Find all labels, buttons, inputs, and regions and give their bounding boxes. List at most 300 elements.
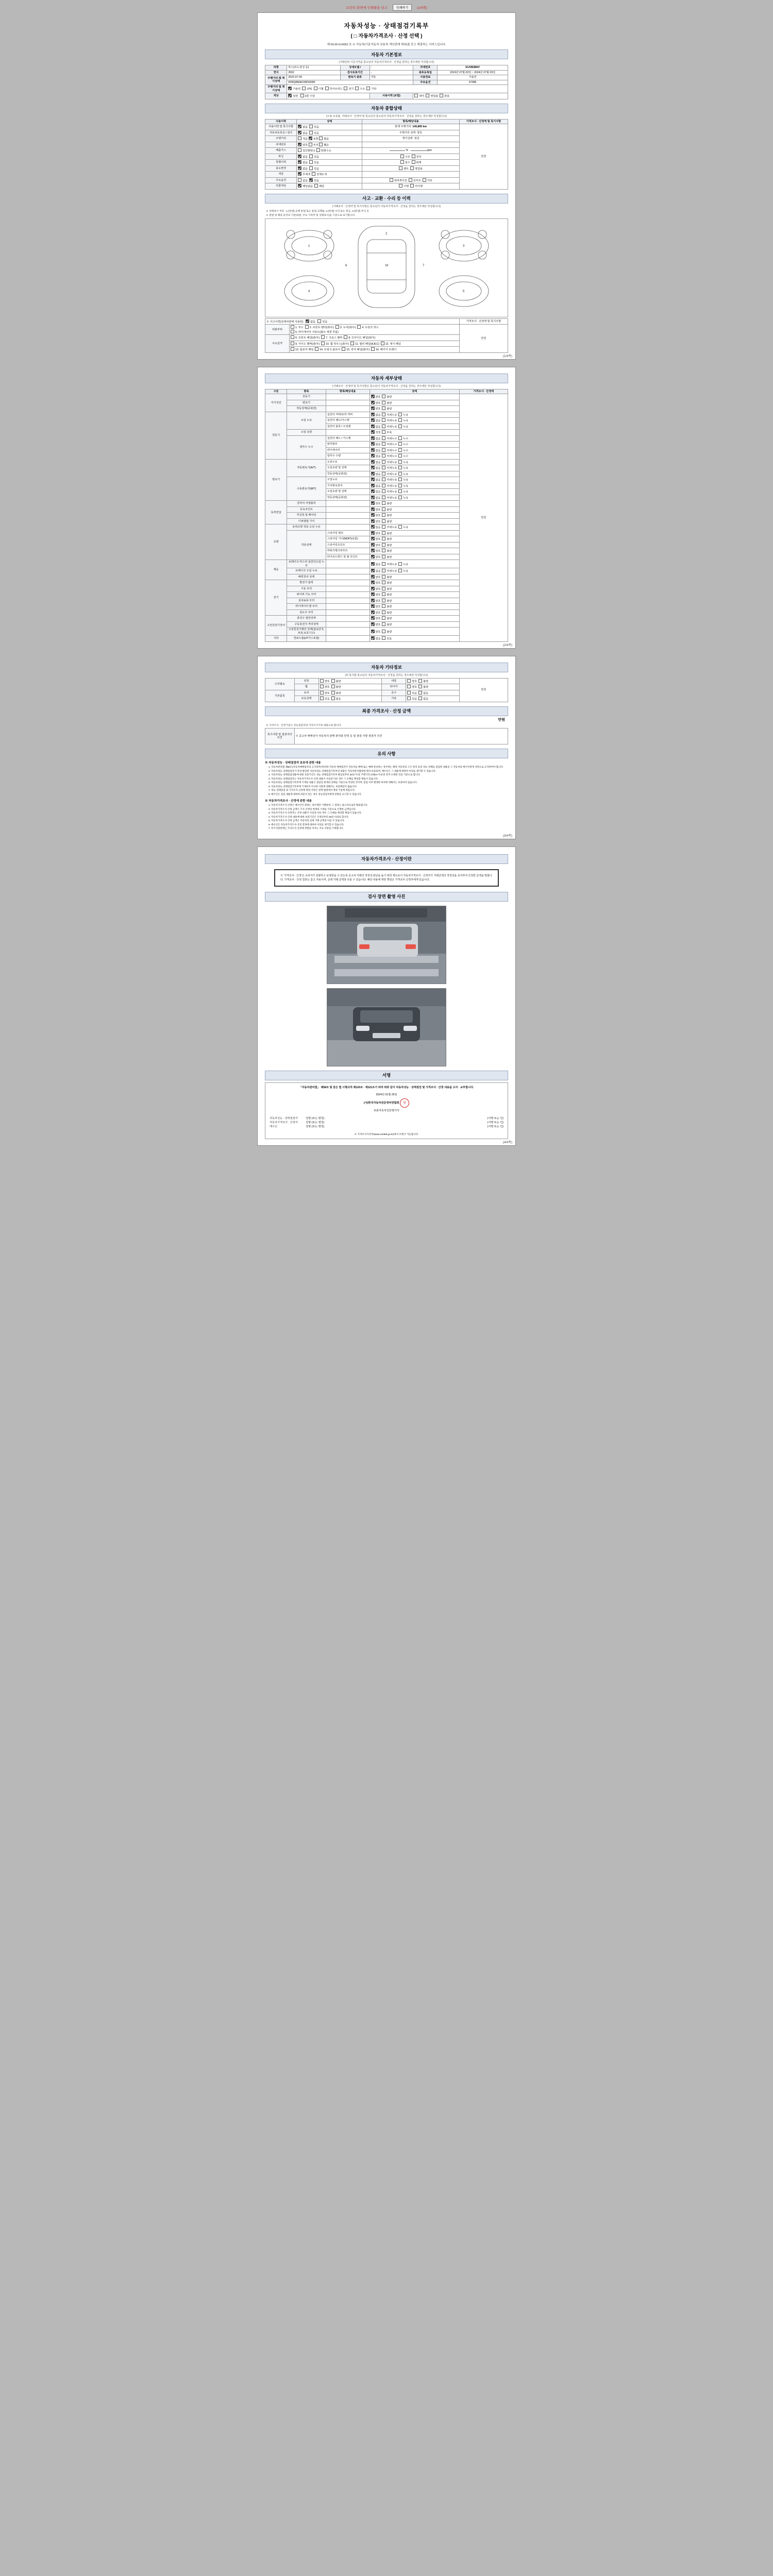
- detail-opt[interactable]: 없음: [371, 570, 381, 573]
- row-label: 기본품목: [265, 690, 295, 702]
- page-indicator: (1/4쪽): [417, 6, 427, 10]
- detail-item: 고전원전기배선 상태(접속단자,피복,보호기구): [287, 628, 326, 636]
- detail-opts[interactable]: [369, 400, 459, 406]
- detail-opts[interactable]: [369, 406, 459, 412]
- accident-legend-table: [265, 318, 508, 353]
- row-opts[interactable]: 없음 있음: [297, 165, 362, 172]
- row-opts[interactable]: 없음 있음: [297, 177, 362, 183]
- detail-opt[interactable]: 누유: [398, 467, 408, 470]
- detail-opts[interactable]: [369, 442, 459, 448]
- detail-opts[interactable]: [369, 592, 459, 598]
- item-opts[interactable]: 양호 불량: [406, 678, 460, 684]
- detail-opt[interactable]: 미세누유: [382, 467, 397, 470]
- detail-opts[interactable]: [369, 554, 459, 560]
- detail-group: 변속기: [265, 459, 287, 501]
- detail-sub: 실린더 커버/로커 커버: [326, 412, 369, 418]
- detail-opts[interactable]: [369, 447, 459, 453]
- detail-opt[interactable]: 없음: [371, 563, 381, 566]
- cell-label: 주요옵션: [413, 80, 438, 85]
- legend-price: 가격조사 · 산정액 및 특기사항: [459, 318, 508, 325]
- detail-item: 동력조향 작동 오일 누유: [287, 524, 326, 531]
- signature-rows: [270, 1116, 503, 1128]
- detail-sub: [326, 568, 369, 574]
- detail-opt[interactable]: 부족: [382, 431, 392, 434]
- detail-opt[interactable]: 없음: [371, 526, 381, 529]
- detail-opt[interactable]: 없음: [371, 497, 381, 500]
- item-opts[interactable]: 있음 없음: [318, 696, 381, 702]
- detail-sub: 워터펌프: [326, 442, 369, 448]
- detail-opt[interactable]: 불량: [382, 594, 392, 597]
- appraisal-explanation: ※ '가격조사 · 산정'은 소비자가 원할하고 보장받을 수 있도록 중고차 거래의 적정성 판단을 돕기 위한 제도로서 자동차가격조사 · 산정자가 거래금액의 적정성을 조사하여 산정한 금액을 말합니다. 가격조사 · 산정 결과는 참고 자료이며, 실제 거래 금액과 다를 수 있습니다. 해당 내용에 대한 책임은 가격조사·산정자에게 있습니다.: [274, 869, 499, 887]
- detail-item: 발전기 출력: [287, 580, 326, 586]
- detail-sub: [326, 501, 369, 507]
- row-detail: 현재 주행거리 145,895 km: [362, 124, 459, 130]
- row-detail: 내비게이션 선루프 기타: [362, 177, 459, 183]
- notice-item: 4. 자동차가격조사·산정 내용에 대한 보증기간은 산정일부터 30일 이내로 합니다.: [271, 816, 508, 819]
- detail-opts[interactable]: [369, 616, 459, 622]
- usage-opt[interactable]: 대여: [414, 95, 424, 98]
- row-opts[interactable]: 해당없음 해당: [297, 183, 362, 190]
- row-opts[interactable]: 적음 보통 많음: [297, 136, 362, 142]
- detail-item: 작동상태: [287, 530, 326, 560]
- cell-label: 차명: [265, 65, 287, 71]
- detail-opt[interactable]: 없음: [371, 490, 381, 494]
- detail-opt[interactable]: 양호: [371, 532, 381, 535]
- accident-note-1: ※ 상태표시 부호 : 1.(판넬) 교체 판넬 또는 용접 교체됨, 2.(판넬) 수리 또는 판금, 3.(판넬) 부식 등: [266, 210, 369, 213]
- detail-opt[interactable]: 없음: [371, 426, 381, 429]
- fuel-opt[interactable]: 하이브리드: [325, 88, 343, 91]
- detail-sub: 실린더 헤드/가스켓: [326, 418, 369, 424]
- detail-opt[interactable]: 양호: [371, 576, 381, 579]
- detail-opts[interactable]: [369, 495, 459, 501]
- row-opts[interactable]: 없음 있음: [297, 154, 362, 160]
- cell-label: 연식: [265, 70, 287, 75]
- row-detail: 구조 장치: [362, 154, 459, 160]
- detail-opt[interactable]: 양호: [371, 605, 381, 608]
- detail-opt[interactable]: 누유: [398, 414, 408, 417]
- section-basic-info: 자동차 기본정보: [265, 49, 508, 59]
- detail-opt[interactable]: 누유: [398, 497, 408, 500]
- detail-opt[interactable]: 양호: [371, 588, 381, 591]
- row-opts[interactable]: 없음 있음: [297, 124, 362, 130]
- detail-sub: 라디에이터: [326, 447, 369, 453]
- detail-sub: [326, 513, 369, 519]
- detail-opts[interactable]: [369, 412, 459, 418]
- detail-opt[interactable]: 미세누유: [382, 479, 397, 482]
- detail-opts[interactable]: [369, 568, 459, 574]
- detail-opts[interactable]: [369, 430, 459, 436]
- detail-opt[interactable]: 불량: [382, 408, 392, 411]
- detail-opt[interactable]: 미세누유: [382, 414, 397, 417]
- detail-item: 실내송풍 모터: [287, 598, 326, 604]
- detail-opt[interactable]: 없음: [371, 455, 381, 458]
- detail-opt[interactable]: 미세누유: [382, 570, 397, 573]
- detail-item: 오일 누유: [287, 412, 326, 430]
- detail-opt[interactable]: 없음: [371, 419, 381, 422]
- other-info-table: [265, 678, 508, 702]
- detail-opt[interactable]: 양호: [371, 402, 381, 405]
- detail-opt[interactable]: 미세누수: [382, 437, 397, 440]
- detail-opt[interactable]: 미세누유: [382, 526, 397, 529]
- row-detail: % ppm: [362, 148, 459, 154]
- notice-item: 5. 자동차성능·상태점검기록부에 기재된 내용은 점검일 현재의 상태를 기준으로 작성된 것이며, 점검 이후 발생한 하자에 대해서는 보증하지 않습니다.: [271, 781, 508, 785]
- detail-item: 자동변속기(A/T): [287, 459, 326, 477]
- notice-item: 3. 자동차가격조사·산정자는 산정 내용이 사실과 다른 경우 그 손해를 배상할 책임이 있습니다.: [271, 811, 508, 815]
- detail-item: 브레이크 마스터 실린더오일 누유: [287, 560, 326, 568]
- detail-opt[interactable]: 없음: [371, 443, 381, 446]
- detail-opt[interactable]: 있음: [382, 637, 392, 640]
- detail-sub: 스티어링 기어(MDPS포함): [326, 536, 369, 543]
- detail-opts[interactable]: [369, 636, 459, 642]
- cell-label: 상세모델 /: [340, 65, 369, 71]
- notice-heading-2: ※ 자동차가격조사 · 산정에 관한 내용: [265, 800, 312, 803]
- detail-opt[interactable]: 없음: [371, 485, 381, 488]
- detail-opts[interactable]: [369, 524, 459, 531]
- detail-opt[interactable]: 양호: [371, 556, 381, 559]
- detail-opt[interactable]: 양호: [371, 408, 381, 411]
- item-opts[interactable]: 양호 불량: [318, 678, 381, 684]
- detail-opt[interactable]: 불량: [382, 600, 392, 603]
- notice-heading-1: ※ 자동차성능 · 상태점검자 보유에 관한 내용: [265, 761, 321, 765]
- detail-opt[interactable]: 누수: [398, 455, 408, 458]
- detail-opts[interactable]: [369, 586, 459, 592]
- detail-opt[interactable]: 불량: [382, 588, 392, 591]
- section-photos: 검사 장면 촬영 사진: [265, 892, 508, 902]
- frame-label: 주요골격: [265, 335, 290, 353]
- item-label: 공구: [382, 690, 406, 696]
- detail-opt[interactable]: 양호: [371, 520, 381, 523]
- signature-date: 2024년 01월 26일: [376, 1093, 397, 1097]
- row-detail: [362, 142, 459, 148]
- signature-row: [270, 1121, 503, 1124]
- cell-value: 2002: [287, 70, 341, 75]
- notice-item: 2. 자동차가격조사·산정 금액은 조사·산정일 현재의 시세를 기준으로 산정한 금액입니다.: [271, 808, 508, 811]
- remarks-label: 특기사항 및 점검자의 의견: [265, 728, 295, 744]
- detail-opt[interactable]: 없음: [371, 414, 381, 417]
- detail-opt[interactable]: 불량: [382, 582, 392, 585]
- detail-opts[interactable]: [369, 465, 459, 471]
- detail-opt[interactable]: 불량: [382, 509, 392, 512]
- row-opts[interactable]: 양호 부식 훼손: [297, 142, 362, 148]
- detail-opts[interactable]: [369, 453, 459, 460]
- cell-value: 가솔린: [438, 75, 508, 80]
- detail-item: 라디에이터 팬 모터: [287, 604, 326, 610]
- detail-sub: [326, 580, 369, 586]
- detail-opt[interactable]: 불량: [382, 605, 392, 608]
- detail-sub: [326, 598, 369, 604]
- detail-sub: [326, 621, 369, 628]
- col-head: 상태: [369, 389, 459, 394]
- detail-sub: 실린더 헤드 / 가스켓: [326, 435, 369, 442]
- cell-label: 사용이력 (보험): [369, 93, 413, 99]
- detail-opt[interactable]: 양호: [371, 600, 381, 603]
- detail-opt[interactable]: 누유: [398, 479, 408, 482]
- detail-item: 작동상태(공회전): [287, 406, 326, 412]
- detail-sub: 오일유량 및 상태: [326, 489, 369, 495]
- detail-opts[interactable]: [369, 418, 459, 424]
- print-notice: 프린터 화면에 인쇄물을 넣고: [346, 6, 388, 10]
- detail-group: 조향: [265, 524, 287, 560]
- detail-opts[interactable]: [369, 530, 459, 536]
- detail-item: 오일 유량: [287, 430, 326, 436]
- frame-a: 6. 프론트 패널(좌/우) 7. 크로스 멤버 8. 인사이드 패널(좌/우): [290, 335, 460, 341]
- section-what-is-appraisal: 자동차가격조사 · 산정이란: [265, 854, 508, 864]
- color-checks: [287, 93, 369, 99]
- detail-opt[interactable]: 불량: [382, 396, 392, 399]
- row-detail: 계기상태 정상: [362, 136, 459, 142]
- detail-group: 고전원전기장치: [265, 616, 287, 636]
- detail-opts[interactable]: [369, 598, 459, 604]
- signature-company-role: 보완자동차진단평가사: [373, 1109, 400, 1113]
- detail-table: [265, 389, 508, 642]
- row-label: 수리필요: [265, 678, 295, 690]
- detail-sub: [326, 628, 369, 636]
- detail-sub: 오일유량 및 상태: [326, 465, 369, 471]
- detail-sub: [326, 394, 369, 400]
- detail-sub: [326, 616, 369, 622]
- notice-item: 1. 자동차가격조사·산정은 매수인이 원하는 경우에만 시행하며, 그 결과는 참고자료로만 활용됩니다.: [271, 804, 508, 807]
- detail-opts[interactable]: [369, 435, 459, 442]
- other-price: 만원: [459, 678, 508, 702]
- photo-rear-svg: [327, 906, 446, 984]
- detail-opt[interactable]: 불량: [382, 520, 392, 523]
- detail-sub: [326, 560, 369, 568]
- detail-opt[interactable]: 불량: [382, 538, 392, 541]
- detail-opt[interactable]: 누수: [398, 437, 408, 440]
- car-diagram-svg: [268, 219, 505, 315]
- cell-label: 주행거리 및 계기상태: [265, 85, 287, 93]
- detail-opts[interactable]: [369, 471, 459, 477]
- final-price-value: 만원: [498, 718, 505, 722]
- detail-opt[interactable]: 양호: [371, 612, 381, 615]
- detail-group: 기타: [265, 636, 287, 642]
- detail-opts[interactable]: [369, 574, 459, 580]
- detail-opts[interactable]: [369, 423, 459, 430]
- detail-opt[interactable]: 양호: [371, 582, 381, 585]
- inspection-photo-rear: [327, 906, 446, 984]
- detail-opt[interactable]: 양호: [371, 550, 381, 553]
- detail-opt[interactable]: 미세누유: [382, 497, 397, 500]
- detail-item: 시동 모터: [287, 586, 326, 592]
- detail-opt[interactable]: 불량: [382, 544, 392, 547]
- detail-opt[interactable]: 미세누유: [382, 490, 397, 494]
- signature-role: 자동차가격조사 · 산정자: [270, 1121, 298, 1124]
- detail-opts[interactable]: [369, 483, 459, 489]
- detail-opt[interactable]: 누유: [398, 419, 408, 422]
- detail-opt[interactable]: 누유: [398, 563, 408, 566]
- detail-opt[interactable]: 없음: [371, 449, 381, 452]
- cell-label: 최초등록일: [413, 70, 438, 75]
- detail-opt[interactable]: 없음: [371, 473, 381, 476]
- detail-opt[interactable]: 누유: [398, 485, 408, 488]
- detail-opts[interactable]: [369, 489, 459, 495]
- page-title: 자동차성능 · 상태점검기록부: [344, 22, 429, 29]
- fuel-opt[interactable]: 가솔린: [288, 88, 300, 91]
- detail-opt[interactable]: 불량: [382, 576, 392, 579]
- detail-opt[interactable]: 미세누유: [382, 473, 397, 476]
- detail-opt[interactable]: 불량: [382, 502, 392, 505]
- detail-opt[interactable]: 없음: [371, 467, 381, 470]
- item-label: 휠: [294, 684, 318, 690]
- detail-opt[interactable]: 양호: [371, 502, 381, 505]
- detail-opt[interactable]: 적정: [371, 431, 381, 434]
- detail-opt[interactable]: 없음: [371, 637, 381, 640]
- detail-opt[interactable]: 불량: [382, 402, 392, 405]
- detail-opt[interactable]: 불량: [382, 532, 392, 535]
- capacity-value: 67086: [468, 80, 477, 84]
- detail-item: 와이퍼 기능 모터: [287, 592, 326, 598]
- detail-opt[interactable]: 불량: [382, 514, 392, 517]
- svg-text:4: 4: [308, 290, 310, 293]
- detail-opts[interactable]: [369, 394, 459, 400]
- remarks-value[interactable]: ※ 중고차 매매상사 자동차의 판매 관리와 한정 등 및 점검 사항 점검자 의견: [294, 728, 508, 744]
- svg-text:7: 7: [423, 264, 425, 267]
- detail-opt[interactable]: 불량: [382, 617, 392, 620]
- detail-opt[interactable]: 미세누유: [382, 426, 397, 429]
- detail-opt[interactable]: 없음: [371, 437, 381, 440]
- usage-opt[interactable]: 영업용: [426, 95, 438, 98]
- detail-opts[interactable]: [369, 580, 459, 586]
- detail-opts[interactable]: [369, 621, 459, 628]
- cell-label: 사용연료: [413, 75, 438, 80]
- row-opts[interactable]: 무채색 전체도색: [297, 172, 362, 178]
- detail-opts[interactable]: [369, 609, 459, 616]
- detail-sub: 스티어링조인트: [326, 542, 369, 548]
- detail-opts[interactable]: [369, 501, 459, 507]
- detail-opt[interactable]: 미세누유: [382, 563, 397, 566]
- fuel-opt[interactable]: LPG: [302, 88, 312, 91]
- cell-label: 차대번호: [413, 65, 438, 71]
- detail-opt[interactable]: 누유: [398, 473, 408, 476]
- detail-opt[interactable]: 미세누수: [382, 455, 397, 458]
- row-detail: 주행거리 상태 양호: [362, 130, 459, 136]
- row-label: 사용이력 및 특기사항: [265, 124, 297, 130]
- detail-sub: 타이로드엔드 및 볼 조인트: [326, 554, 369, 560]
- item-label: 외장: [294, 678, 318, 684]
- detail-opt[interactable]: 양호: [371, 617, 381, 620]
- final-price-note: ※ 가격조사 · 산정기준은 성능점검자의 가격조사기록 내용으로 합니다.: [266, 724, 342, 727]
- detail-sub: 오일누유: [326, 459, 369, 465]
- detail-opt[interactable]: 불량: [382, 631, 392, 634]
- detail-opts[interactable]: [369, 506, 459, 513]
- print-button[interactable]: 인쇄하기: [393, 4, 412, 11]
- item-label: 유리: [294, 690, 318, 696]
- detail-opts[interactable]: [369, 604, 459, 610]
- detail-opts[interactable]: [369, 628, 459, 636]
- detail-opts[interactable]: [369, 513, 459, 519]
- row-opts[interactable]: 없음 있음: [297, 160, 362, 166]
- detail-opt[interactable]: 불량: [382, 612, 392, 615]
- section-overall: 자동차 종합상태: [265, 104, 508, 113]
- outer-label: 외판부위: [265, 325, 290, 335]
- fuel-opt[interactable]: 디젤: [314, 88, 324, 91]
- item-opts[interactable]: 있음 없음: [406, 696, 460, 702]
- signature-name[interactable]: 성명 (또는 명칭): [306, 1116, 325, 1120]
- detail-opt[interactable]: 미세누수: [382, 449, 397, 452]
- signature-row: [270, 1125, 503, 1128]
- detail-opt[interactable]: 양호: [371, 631, 381, 634]
- cell-value: 자동: [369, 75, 413, 80]
- detail-opt[interactable]: 없음: [371, 461, 381, 464]
- page-4: [257, 846, 516, 1146]
- item-opts[interactable]: 양호 불량: [318, 690, 381, 696]
- detail-opts[interactable]: [369, 548, 459, 554]
- detail-opt[interactable]: 양호: [371, 396, 381, 399]
- detail-opt[interactable]: 불량: [382, 623, 392, 626]
- detail-sub: [326, 518, 369, 524]
- usage-opt[interactable]: 관용: [440, 95, 449, 98]
- detail-opts[interactable]: [369, 459, 459, 465]
- legend-row[interactable]: ※ 사고이력(전체차량에 사용된) 없음 있음: [265, 318, 460, 325]
- frame-c: 13. 플로어 패널 14. 트렁크 플로어 15. 리어 패널(좌/우) 16. 패키지 트레이: [290, 347, 460, 353]
- page-subtitle: ( □ 자동차가격조사 · 산정 선택 ): [350, 33, 423, 39]
- cell-value: 2022-07-04: [287, 75, 341, 80]
- row-label: 배출가스: [265, 148, 297, 154]
- detail-opt[interactable]: 미세누유: [382, 485, 397, 488]
- detail-opts[interactable]: [369, 518, 459, 524]
- detail-sub: 파워크랭크쉬프트: [326, 548, 369, 554]
- detail-item: 배력장치 상태: [287, 574, 326, 580]
- notice-item: 8. 매수인은 점검 내용에 대하여 의문이 있는 경우 성능점검자에게 설명을 요구할 수 있습니다.: [271, 793, 508, 796]
- signature-name[interactable]: 성명 (또는 명칭): [306, 1125, 325, 1128]
- detail-opt[interactable]: 미세누유: [382, 461, 397, 464]
- signature-footer: ※ 가격조사기록부(www.car365.go.kr)에서 조회가 가능합니다.: [354, 1132, 419, 1136]
- detail-opt[interactable]: 양호: [371, 623, 381, 626]
- detail-opt[interactable]: 불량: [382, 556, 392, 559]
- cell-value: -: [369, 65, 413, 71]
- signature-name[interactable]: 성명 (또는 명칭): [306, 1121, 325, 1124]
- fuel-opt[interactable]: 수소: [355, 88, 365, 91]
- row-opts[interactable]: 일산화탄소 탄화수소: [297, 148, 362, 154]
- print-bar: [258, 3, 515, 12]
- detail-opt[interactable]: 없음: [371, 479, 381, 482]
- color-opt[interactable]: 2톤 이상: [300, 95, 315, 98]
- fuel-opt[interactable]: 기타: [366, 88, 376, 91]
- detail-opt[interactable]: 누수: [398, 449, 408, 452]
- detail-opts[interactable]: [369, 542, 459, 548]
- detail-group: 제동: [265, 560, 287, 580]
- detail-opt[interactable]: 양호: [371, 538, 381, 541]
- detail-opts[interactable]: [369, 560, 459, 568]
- detail-opt[interactable]: 누유: [398, 526, 408, 529]
- detail-opts[interactable]: [369, 536, 459, 543]
- detail-item: 원동기: [287, 394, 326, 400]
- detail-opt[interactable]: 누수: [398, 443, 408, 446]
- color-opt[interactable]: 일반: [288, 95, 298, 98]
- item-opts[interactable]: 양호 불량: [406, 684, 460, 690]
- row-opts[interactable]: 없음 있음: [297, 130, 362, 136]
- fuel-opt[interactable]: 전기: [344, 88, 354, 91]
- detail-sub: [326, 574, 369, 580]
- detail-opt[interactable]: 양호: [371, 544, 381, 547]
- detail-opt[interactable]: 미세누수: [382, 443, 397, 446]
- detail-opt[interactable]: 누유: [398, 461, 408, 464]
- detail-opt[interactable]: 불량: [382, 550, 392, 553]
- detail-opts[interactable]: [369, 477, 459, 483]
- detail-opt[interactable]: 누유: [398, 426, 408, 429]
- detail-sub: 실린더 블록 / 오일팬: [326, 423, 369, 430]
- detail-opt[interactable]: 양호: [371, 509, 381, 512]
- detail-opt[interactable]: 미세누유: [382, 419, 397, 422]
- seal-stamp: 인: [400, 1098, 409, 1108]
- detail-opt[interactable]: 양호: [371, 514, 381, 517]
- item-opts[interactable]: 있음 없음: [406, 690, 460, 696]
- item-opts[interactable]: 양호 불량: [318, 684, 381, 690]
- detail-opt[interactable]: 양호: [371, 594, 381, 597]
- detail-opt[interactable]: 누유: [398, 570, 408, 573]
- detail-opt[interactable]: 누유: [398, 490, 408, 494]
- item-label: 기타: [382, 696, 406, 702]
